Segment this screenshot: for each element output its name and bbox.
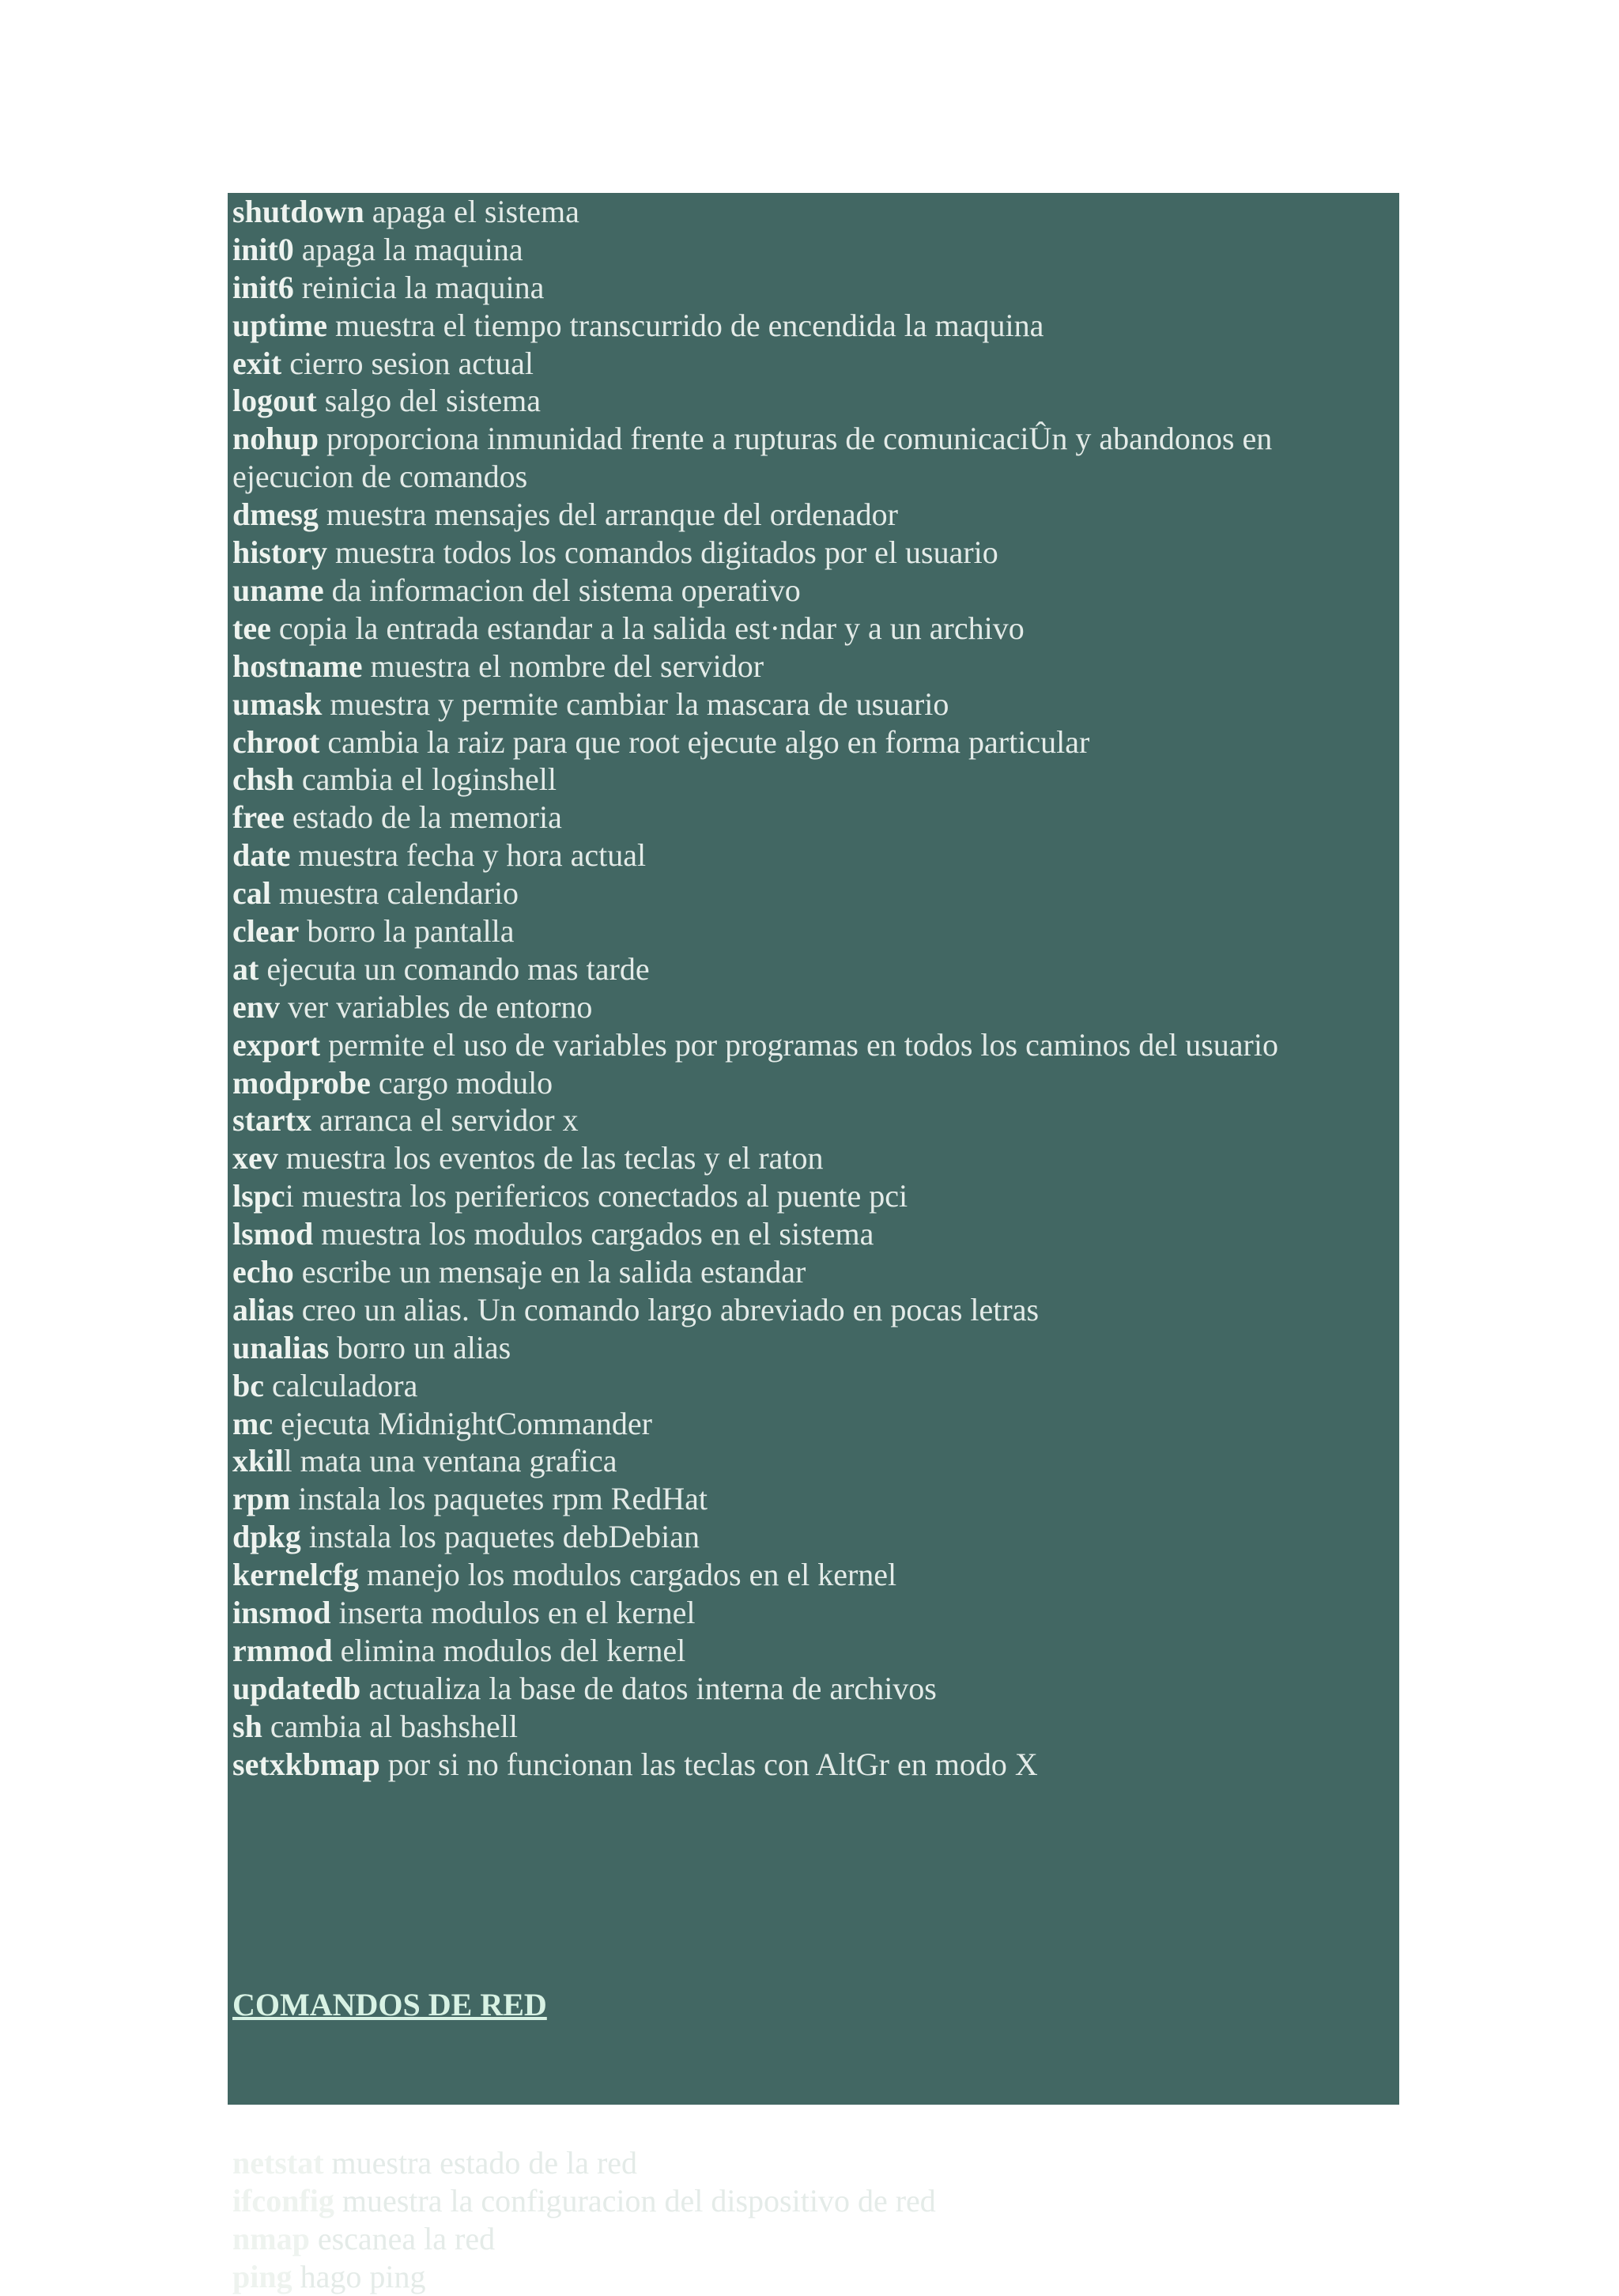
command-description: muestra el nombre del servidor — [362, 648, 764, 684]
command-description: instala los paquetes debDebian — [300, 1519, 700, 1555]
command-entry — [232, 648, 1393, 685]
command-description: elimina modulos del kernel — [332, 1632, 686, 1668]
command-entry — [232, 269, 1393, 307]
command-entry — [232, 193, 1393, 231]
command-name: xev — [232, 1140, 278, 1176]
command-entry — [232, 1670, 1393, 1708]
command-description: apaga el sistema — [364, 194, 579, 229]
command-name: netstat — [232, 2145, 324, 2181]
command-entry — [232, 382, 1393, 420]
command-name: bc — [232, 1367, 264, 1403]
command-entry — [232, 345, 1393, 383]
command-entry — [232, 1594, 1393, 1632]
command-entry — [232, 1746, 1393, 1784]
command-name: at — [232, 950, 259, 987]
command-list — [232, 193, 1393, 1783]
command-entry — [232, 1215, 1393, 1253]
command-name: uptime — [232, 307, 327, 343]
command-name: hostname — [232, 648, 363, 684]
command-entry — [232, 761, 1393, 799]
command-description: manejo los modulos cargados en el kernel — [358, 1557, 897, 1593]
section-title-network: COMANDOS DE RED — [232, 1987, 547, 2022]
command-name: insmod — [232, 1594, 331, 1630]
command-entry — [232, 685, 1393, 723]
command-entry — [232, 799, 1393, 836]
command-name: chsh — [232, 761, 294, 798]
command-description: muestra el tiempo transcurrido de encendida la maquina — [327, 307, 1044, 343]
command-entry — [232, 420, 1393, 496]
command-description: actualiza la base de datos interna de archivos — [360, 1670, 937, 1706]
command-entry — [232, 231, 1393, 269]
command-description: calculadora — [264, 1367, 418, 1403]
network-command-list — [232, 2144, 936, 2296]
command-description: muestra estado de la red — [323, 2145, 638, 2181]
command-name: dpkg — [232, 1519, 301, 1555]
command-description: ejecuta MidnightCommander — [273, 1405, 652, 1441]
command-name: rpm — [232, 1481, 291, 1517]
command-entry — [232, 1480, 1393, 1518]
command-name: mc — [232, 1405, 274, 1441]
command-entry — [232, 912, 1393, 950]
command-entry — [232, 836, 1393, 874]
command-description: muestra fecha y hora actual — [290, 837, 647, 874]
command-entry — [232, 1632, 1393, 1670]
command-name: unalias — [232, 1329, 330, 1365]
command-name: free — [232, 799, 285, 836]
command-description: borro la pantalla — [299, 912, 515, 949]
command-description: escanea la red — [309, 2220, 496, 2256]
command-name: xkil — [232, 1443, 284, 1479]
command-name: init6 — [232, 269, 294, 305]
command-entry — [232, 2258, 936, 2296]
command-description: l mata una ventana grafica — [283, 1443, 617, 1479]
command-name: chroot — [232, 723, 320, 760]
command-name: umask — [232, 685, 323, 722]
command-name: nmap — [232, 2220, 310, 2256]
command-name: history — [232, 534, 327, 571]
command-entry — [232, 1329, 1393, 1367]
command-description: cambia la raiz para que root ejecute algo en forma particular — [319, 723, 1090, 760]
command-entry — [232, 1442, 1393, 1480]
command-description: creo un alias. Un comando largo abreviado en pocas letras — [293, 1291, 1040, 1327]
command-entry — [232, 2144, 936, 2182]
command-description: permite el uso de variables por programas en todos los caminos del usuario — [320, 1026, 1278, 1063]
command-entry — [232, 1367, 1393, 1405]
command-name: dmesg — [232, 497, 319, 533]
command-description: hago ping — [292, 2258, 426, 2294]
command-entry — [232, 307, 1393, 345]
command-name: kernelcfg — [232, 1557, 359, 1593]
command-name: exit — [232, 345, 282, 381]
command-description: inserta modulos en el kernel — [330, 1594, 696, 1630]
command-name: uname — [232, 572, 324, 608]
command-description: salgo del sistema — [316, 383, 541, 419]
command-entry — [232, 950, 1393, 988]
command-name: nohup — [232, 421, 319, 457]
command-description: borro un alias — [329, 1329, 511, 1365]
command-description: apaga la maquina — [293, 231, 523, 267]
command-name: init0 — [232, 231, 294, 267]
command-name: modprobe — [232, 1064, 371, 1101]
command-name: date — [232, 837, 291, 874]
command-description: arranca el servidor x — [311, 1102, 579, 1139]
command-entry — [232, 723, 1393, 761]
command-name: ifconfig — [232, 2182, 334, 2219]
command-description: muestra todos los comandos digitados por el usuario — [327, 534, 998, 571]
command-entry — [232, 1556, 1393, 1594]
command-name: setxkbmap — [232, 1746, 380, 1782]
command-entry — [232, 2182, 936, 2220]
command-entry — [232, 534, 1393, 572]
command-entry — [232, 874, 1393, 912]
command-name: lspc — [232, 1178, 285, 1214]
command-description: muestra mensajes del arranque del ordenador — [318, 497, 898, 533]
command-name: logout — [232, 383, 317, 419]
command-description: muestra los eventos de las teclas y el raton — [277, 1140, 824, 1176]
command-name: cal — [232, 875, 271, 912]
command-description: copia la entrada estandar a la salida est·ndar y a un archivo — [270, 610, 1025, 646]
command-description: muestra la configuracion del dispositivo de red — [334, 2182, 936, 2219]
command-name: env — [232, 988, 280, 1025]
command-name: updatedb — [232, 1670, 361, 1706]
command-name: lsmod — [232, 1216, 314, 1252]
command-description: escribe un mensaje en la salida estandar — [293, 1253, 806, 1290]
command-entry — [232, 1291, 1393, 1329]
command-entry — [232, 1518, 1393, 1556]
command-description: cambia al bashshell — [262, 1708, 519, 1744]
command-description: proporciona inmunidad frente a rupturas de comunicaciÛn y abandonos en ejecucion de comandos — [232, 421, 1273, 495]
command-entry — [232, 1064, 1393, 1102]
command-name: export — [232, 1026, 321, 1063]
command-description: muestra los modulos cargados en el sistema — [313, 1216, 874, 1252]
command-name: ping — [232, 2258, 292, 2294]
command-name: shutdown — [232, 194, 364, 229]
command-description: i muestra los perifericos conectados al puente pci — [285, 1178, 908, 1214]
command-entry — [232, 2220, 936, 2258]
command-description: instala los paquetes rpm RedHat — [290, 1481, 708, 1517]
command-name: rmmod — [232, 1632, 333, 1668]
command-entry — [232, 1139, 1393, 1177]
command-entry — [232, 988, 1393, 1026]
command-entry — [232, 1026, 1393, 1064]
command-name: tee — [232, 610, 271, 646]
command-description: reinicia la maquina — [293, 269, 545, 305]
command-description: ejecuta un comando mas tarde — [259, 950, 650, 987]
command-entry — [232, 1177, 1393, 1215]
command-description: por si no funcionan las teclas con AltGr en modo X — [379, 1746, 1038, 1782]
command-name: alias — [232, 1291, 294, 1327]
command-name: sh — [232, 1708, 262, 1744]
command-description: estado de la memoria — [284, 799, 562, 836]
command-description: ver variables de entorno — [280, 988, 593, 1025]
command-entry — [232, 1708, 1393, 1746]
command-name: clear — [232, 912, 300, 949]
command-name: echo — [232, 1253, 294, 1290]
command-description: da informacion del sistema operativo — [323, 572, 801, 608]
command-entry — [232, 1253, 1393, 1291]
command-entry — [232, 496, 1393, 534]
command-entry — [232, 1405, 1393, 1443]
command-description: muestra y permite cambiar la mascara de usuario — [322, 685, 949, 722]
command-name: startx — [232, 1102, 311, 1139]
command-entry — [232, 572, 1393, 610]
command-description: cambia el loginshell — [293, 761, 557, 798]
command-entry — [232, 1101, 1393, 1139]
command-description: muestra calendario — [270, 875, 519, 912]
command-description: cargo modulo — [370, 1064, 553, 1101]
command-panel — [228, 193, 1399, 2294]
command-entry — [232, 610, 1393, 648]
command-description: cierro sesion actual — [281, 345, 534, 381]
